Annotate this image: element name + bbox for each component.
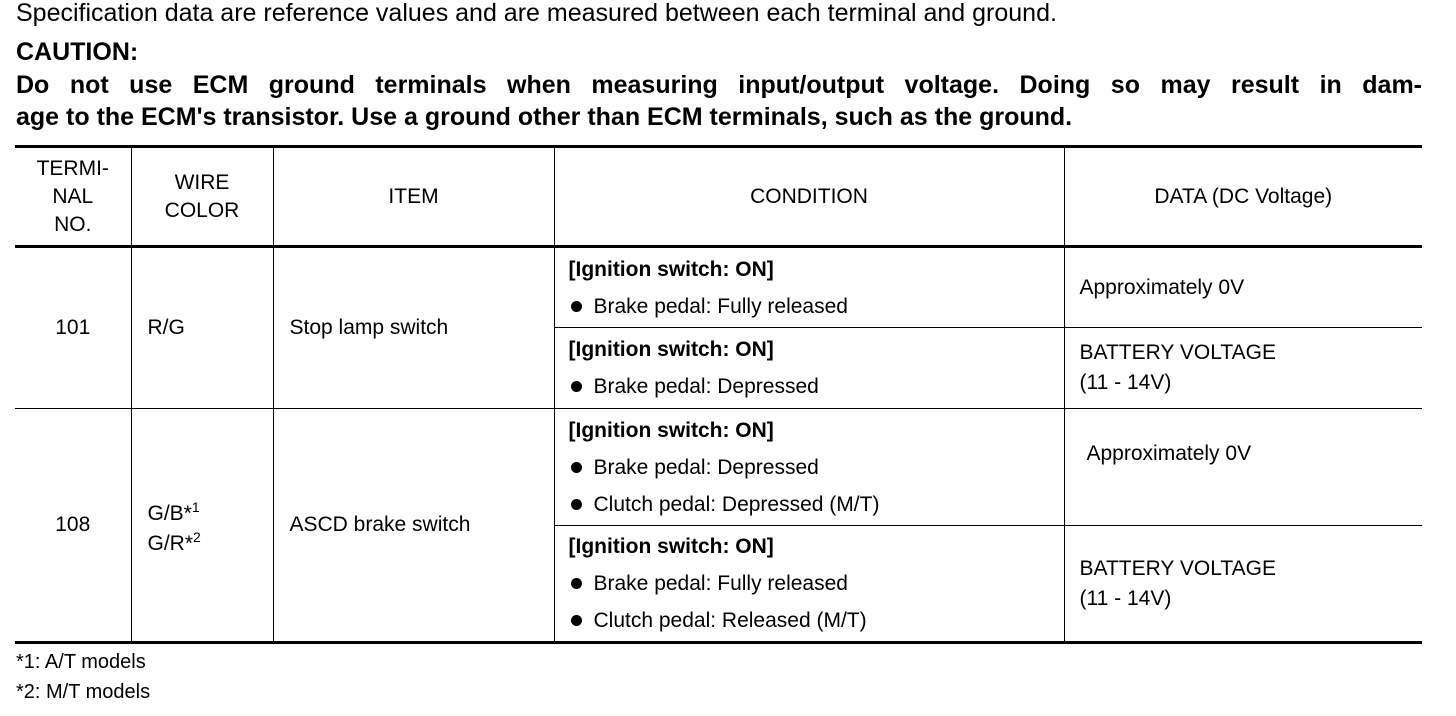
wire-color [131, 247, 273, 409]
footnote-2: *2: M/T models [16, 681, 151, 703]
footnote-1: *1: A/T models [16, 651, 146, 673]
condition-bullet [569, 449, 1064, 486]
condition-cell [554, 409, 1064, 526]
header-terminal-line: NO. [54, 212, 92, 236]
terminal-spec-table [15, 145, 1422, 644]
table-row [15, 247, 1422, 328]
header-item: ITEM [273, 147, 554, 247]
data-value: BATTERY VOLTAGE [1079, 341, 1276, 364]
condition-bullet [569, 486, 1064, 523]
header-wire-line: WIRE [174, 170, 230, 194]
condition-title: [Ignition switch: ON] [568, 418, 774, 442]
data-cell [1064, 409, 1422, 526]
data-cell [1064, 526, 1422, 643]
item-name: Stop lamp switch [273, 247, 554, 409]
item-name: ASCD brake switch [273, 409, 554, 643]
wire-color [131, 409, 273, 643]
header-wire-color [131, 147, 273, 247]
wire-color-entry [148, 529, 273, 559]
condition-title: [Ignition switch: ON] [568, 535, 774, 558]
condition-bullet [569, 288, 1064, 325]
data-value: (11 - 14V) [1079, 586, 1172, 610]
bullet-icon [571, 578, 582, 589]
footnote-ref: 1 [191, 499, 200, 515]
condition-text: Brake pedal: Fully released [593, 572, 848, 595]
data-value: (11 - 14V) [1079, 371, 1172, 394]
bullet-icon [571, 381, 582, 392]
condition-title: [Ignition switch: ON] [568, 257, 774, 281]
condition-text: Clutch pedal: Released (M/T) [593, 609, 867, 632]
header-wire-line: COLOR [164, 198, 240, 222]
condition-cell [554, 526, 1064, 643]
condition-cell [554, 247, 1064, 328]
bullet-icon [571, 301, 582, 312]
wire-color-value: G/B* [147, 502, 192, 525]
caution-line-1: Do not use ECM ground terminals when measuring input/output voltage. Doing so may result in dam- [16, 71, 1422, 99]
table-row [15, 409, 1422, 526]
condition-bullet [569, 602, 1064, 639]
condition-bullet [569, 368, 1064, 405]
bullet-icon [571, 462, 582, 473]
data-value: Approximately 0V [1079, 275, 1245, 299]
condition-text: Brake pedal: Depressed [593, 375, 819, 398]
condition-cell [554, 328, 1064, 409]
header-data: DATA (DC Voltage) [1064, 147, 1422, 247]
terminal-number: 101 [15, 247, 131, 409]
intro-text: Specification data are reference values and are measured between each terminal and ground. [16, 0, 1057, 27]
caution-line-2: age to the ECM's transistor. Use a ground other than ECM terminals, such as the ground. [16, 103, 1073, 131]
data-value: BATTERY VOLTAGE [1079, 556, 1276, 580]
wire-color-entry [148, 491, 273, 529]
data-cell [1064, 328, 1422, 409]
data-value: Approximately 0V [1086, 442, 1252, 465]
data-cell [1064, 247, 1422, 328]
terminal-number: 108 [55, 513, 91, 536]
condition-text: Clutch pedal: Depressed (M/T) [593, 492, 880, 516]
condition-text: Brake pedal: Depressed [593, 455, 819, 479]
caution-heading: CAUTION: [16, 38, 139, 66]
condition-title: [Ignition switch: ON] [568, 338, 774, 361]
header-terminal-line: TERMI- [36, 156, 109, 180]
footnote-ref: 2 [193, 529, 201, 545]
header-terminal [15, 147, 131, 247]
bullet-icon [571, 499, 582, 510]
header-condition: CONDITION [554, 147, 1064, 247]
condition-text: Brake pedal: Fully released [593, 294, 848, 318]
table-header-row [15, 147, 1422, 247]
caution-text [16, 69, 1422, 133]
wire-color-value: R/G [147, 316, 185, 339]
wire-color-value: G/R* [147, 532, 194, 555]
bullet-icon [571, 615, 582, 626]
header-terminal-line: NAL [52, 184, 94, 208]
condition-bullet [569, 565, 1064, 602]
